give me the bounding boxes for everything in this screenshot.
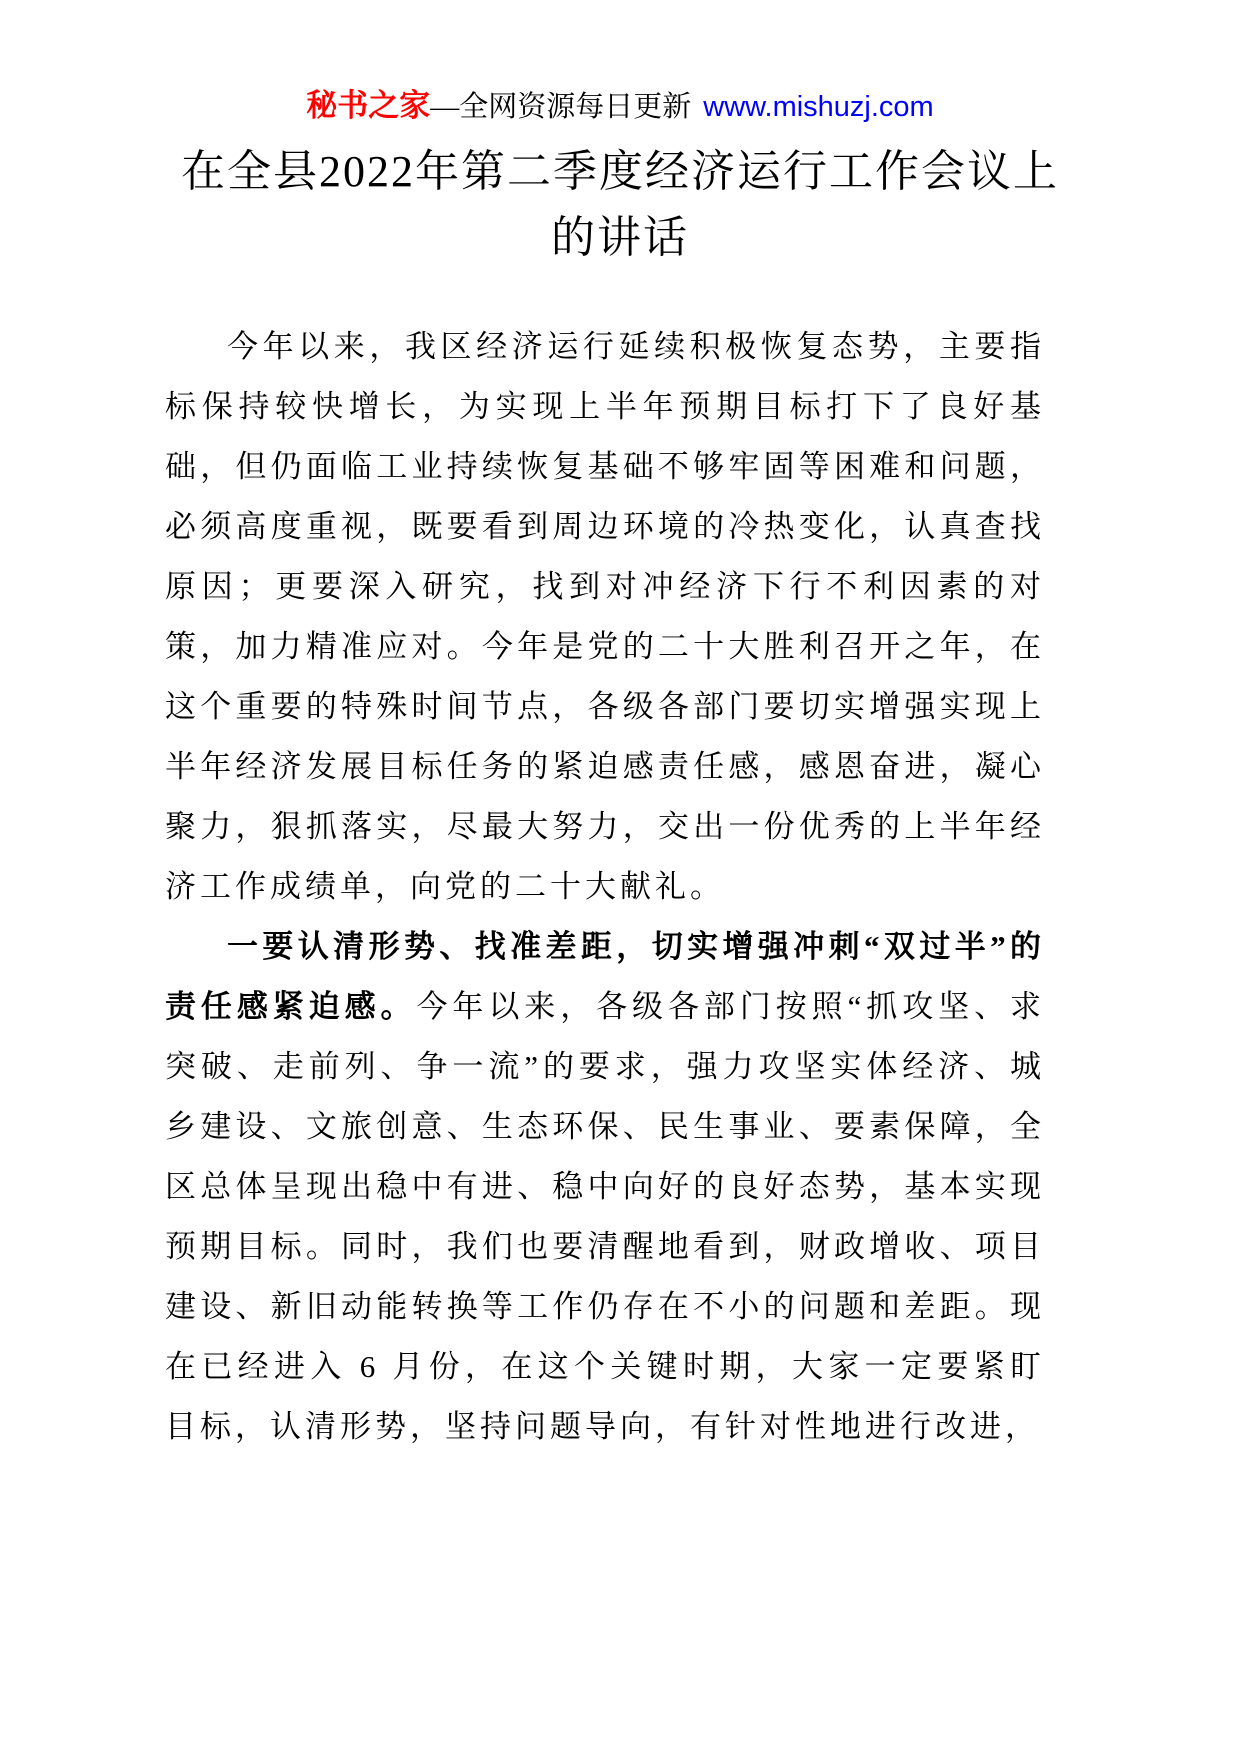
document-body [165,317,1045,1457]
paragraph-point-one-lead: 一要认清形势、找准差距，切实增强冲刺“双过半”的责任感紧迫感。 [165,929,1045,1024]
document-title: 在全县2022年第二季度经济运行工作会议上的讲话 [181,147,1059,262]
paragraph-intro-text: 今年以来，我区经济运行延续积极恢复态势，主要指标保持较快增长，为实现上半年预期目标打下了良好基础，但仍面临工业持续恢复基础不够牢固等困难和问题，必须高度重视，既要看到周边环境的冷热变化，认真查找原因；更要深入研究，找到对冲经济下行不利因素的对策，加力精准应对。今年是党的二十大胜利召开之年，在这个重要的特殊时间节点，各级各部门要切实增强实现上半年经济发展目标任务的紧迫感责任感，感恩奋进，凝心聚力，狠抓落实，尽最大努力，交出一份优秀的上半年经济工作成绩单，向党的二十大献礼。 [165,329,1045,904]
site-url-link[interactable]: www.mishuzj.com [703,91,934,123]
site-header [165,88,1075,125]
site-name-logo: 秘书之家 [306,88,431,123]
paragraph-intro [165,317,1045,917]
site-name-separator-dash: — [430,91,460,123]
paragraph-point-one [165,917,1045,1457]
site-tagline: 全网资源每日更新 [459,91,692,123]
paragraph-point-one-text: 今年以来，各级各部门按照“抓攻坚、求突破、走前列、争一流”的要求，强力攻坚实体经济、城乡建设、文旅创意、生态环保、民生事业、要素保障，全区总体呈现出稳中有进、稳中向好的良好态势，基本实现预期目标。同时，我们也要清醒地看到，财政增收、项目建设、新旧动能转换等工作仍存在不小的问题和差距。现在已经进入 6 月份，在这个关键时期，大家一定要紧盯目标，认清形势，坚持问题导向，有针对性地进行改进， [165,989,1045,1444]
